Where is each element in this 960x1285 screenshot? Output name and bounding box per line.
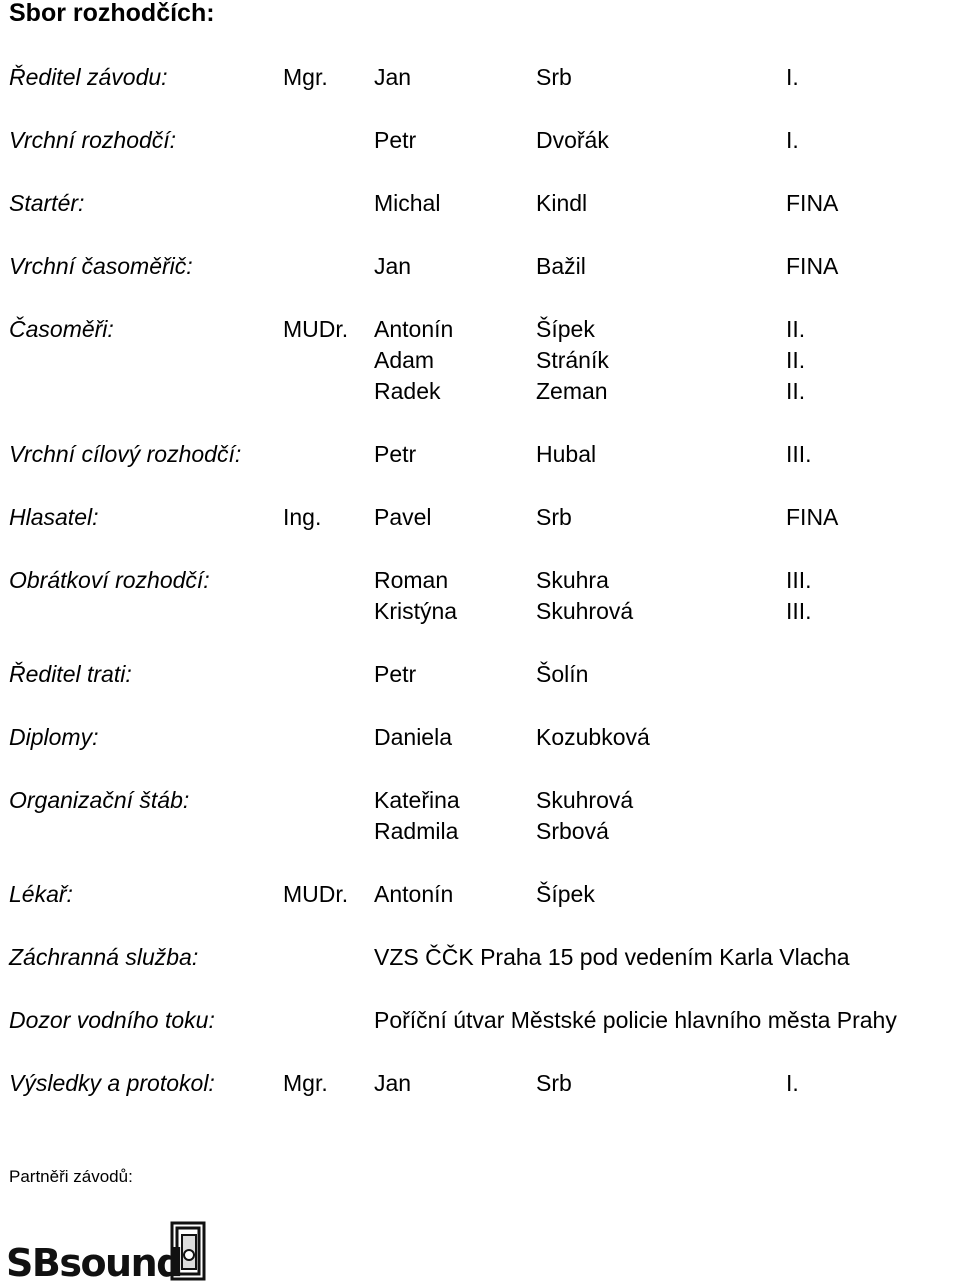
last-name: Srb — [536, 1070, 572, 1096]
referee-class: FINA — [786, 190, 839, 216]
referee-row — [0, 313, 960, 345]
sbsound-logo — [6, 1221, 206, 1281]
organization-text: Poříční útvar Městské policie hlavního města Prahy — [374, 1007, 897, 1033]
referee-row — [0, 344, 960, 376]
referee-row — [0, 1067, 960, 1099]
last-name: Skuhrová — [536, 787, 634, 813]
role-label: Lékař: — [9, 881, 73, 907]
role-label: Diplomy: — [9, 724, 99, 750]
referee-class: FINA — [786, 504, 839, 530]
referee-row — [0, 941, 960, 973]
referee-class: I. — [786, 1070, 799, 1096]
last-name: Zeman — [536, 378, 608, 404]
last-name: Bažil — [536, 253, 586, 279]
academic-title: MUDr. — [283, 881, 349, 907]
referee-class: III. — [786, 441, 812, 467]
role-label: Ředitel trati: — [9, 661, 132, 687]
referee-class: III. — [786, 567, 812, 593]
first-name: Daniela — [374, 724, 452, 750]
referee-row — [0, 784, 960, 816]
referee-row — [0, 595, 960, 627]
referee-row — [0, 815, 960, 847]
referee-row — [0, 438, 960, 470]
first-name: Kateřina — [374, 787, 460, 813]
first-name: Radmila — [374, 818, 459, 844]
referee-row — [0, 61, 960, 93]
organization-text: VZS ČČK Praha 15 pod vedením Karla Vlacha — [374, 944, 850, 970]
partners-label: Partněři závodů: — [9, 1167, 133, 1186]
role-label: Časoměři: — [9, 316, 114, 342]
role-label: Startér: — [9, 190, 85, 216]
first-name: Michal — [374, 190, 441, 216]
academic-title: MUDr. — [283, 316, 349, 342]
last-name: Hubal — [536, 441, 597, 467]
logo-speaker-icon — [184, 1250, 194, 1260]
first-name: Roman — [374, 567, 449, 593]
last-name: Srb — [536, 64, 572, 90]
referee-class: II. — [786, 316, 806, 342]
first-name: Kristýna — [374, 598, 458, 624]
first-name: Petr — [374, 661, 417, 687]
last-name: Dvořák — [536, 127, 609, 153]
first-name: Antonín — [374, 881, 454, 907]
referee-row — [0, 658, 960, 690]
last-name: Šolín — [536, 661, 589, 687]
referee-class: III. — [786, 598, 812, 624]
last-name: Skuhra — [536, 567, 609, 593]
academic-title: Mgr. — [283, 1070, 328, 1096]
last-name: Srb — [536, 504, 572, 530]
first-name: Adam — [374, 347, 435, 373]
academic-title: Mgr. — [283, 64, 328, 90]
last-name: Šípek — [536, 881, 595, 907]
referee-row — [0, 375, 960, 407]
academic-title: Ing. — [283, 504, 322, 530]
first-name: Petr — [374, 127, 417, 153]
role-label: Vrchní časoměřič: — [9, 253, 193, 279]
last-name: Kozubková — [536, 724, 650, 750]
referee-class: I. — [786, 64, 799, 90]
referee-class: FINA — [786, 253, 839, 279]
role-label: Vrchní cílový rozhodčí: — [9, 441, 242, 467]
last-name: Skuhrová — [536, 598, 634, 624]
role-label: Dozor vodního toku: — [9, 1007, 215, 1033]
referee-class: II. — [786, 347, 806, 373]
first-name: Jan — [374, 64, 412, 90]
last-name: Kindl — [536, 190, 588, 216]
referee-row — [0, 1004, 960, 1036]
last-name: Stráník — [536, 347, 609, 373]
referee-row — [0, 187, 960, 219]
referee-row — [0, 124, 960, 156]
last-name: Šípek — [536, 316, 595, 342]
referee-row — [0, 721, 960, 753]
first-name: Jan — [374, 1070, 412, 1096]
referee-row — [0, 250, 960, 282]
first-name: Radek — [374, 378, 441, 404]
role-label: Záchranná služba: — [9, 944, 199, 970]
role-label: Výsledky a protokol: — [9, 1070, 215, 1096]
referee-row — [0, 878, 960, 910]
first-name: Antonín — [374, 316, 454, 342]
page-title: Sbor rozhodčích: — [9, 0, 215, 27]
referee-row — [0, 564, 960, 596]
role-label: Ředitel závodu: — [9, 64, 168, 90]
first-name: Pavel — [374, 504, 432, 530]
logo-text: SBsound — [6, 1241, 182, 1281]
referee-class: II. — [786, 378, 806, 404]
referee-class: I. — [786, 127, 799, 153]
role-label: Hlasatel: — [9, 504, 99, 530]
first-name: Jan — [374, 253, 412, 279]
role-label: Obrátkoví rozhodčí: — [9, 567, 210, 593]
first-name: Petr — [374, 441, 417, 467]
referee-row — [0, 501, 960, 533]
role-label: Vrchní rozhodčí: — [9, 127, 177, 153]
last-name: Srbová — [536, 818, 609, 844]
role-label: Organizační štáb: — [9, 787, 190, 813]
